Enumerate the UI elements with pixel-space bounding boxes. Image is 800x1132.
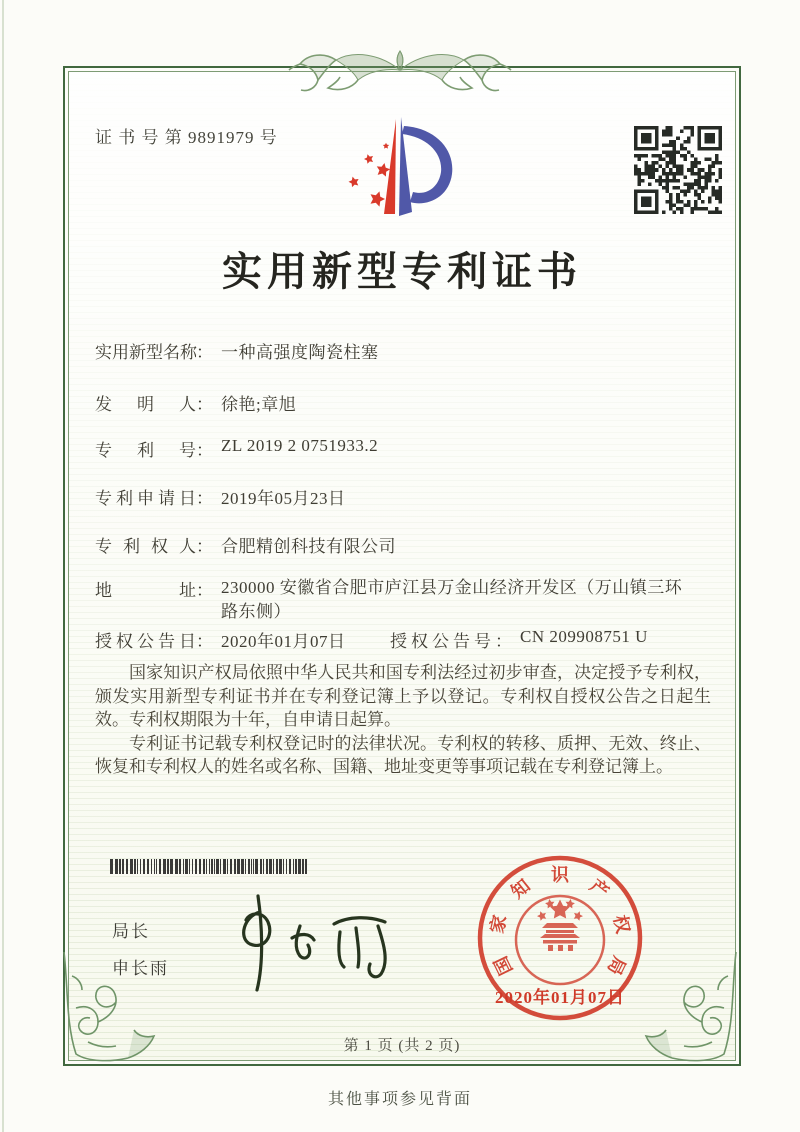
field-row-inventor bbox=[95, 390, 296, 415]
svg-text:局: 局 bbox=[603, 953, 630, 979]
svg-text:产: 产 bbox=[586, 875, 613, 903]
grant-number-group bbox=[390, 627, 648, 652]
field-colon: ： bbox=[196, 343, 213, 362]
field-colon: ： bbox=[196, 441, 213, 460]
field-colon: ： bbox=[196, 581, 213, 600]
legal-body-text bbox=[95, 661, 711, 779]
field-label: 授权公告日 bbox=[95, 632, 196, 651]
field-label: 授权公告号 bbox=[390, 632, 495, 651]
svg-text:家: 家 bbox=[486, 913, 511, 936]
legal-paragraph-2: 专利证书记载专利权登记时的法律状况。专利权的转移、质押、无效、终止、恢复和专利权人的姓名或名称、国籍、地址变更等事项记载在专利登记簿上。 bbox=[95, 733, 711, 777]
field-label: 实用新型名称 bbox=[95, 343, 197, 362]
field-label: 地址 bbox=[95, 581, 196, 600]
svg-text:权: 权 bbox=[609, 913, 634, 936]
field-row-filing-date bbox=[95, 484, 346, 509]
grant-date-value: 2020年01月07日 bbox=[221, 632, 346, 651]
svg-text:识: 识 bbox=[551, 865, 569, 885]
back-note: 其他事项参见背面 bbox=[327, 1091, 472, 1108]
field-value: 2019年05月23日 bbox=[221, 489, 346, 508]
field-colon: ： bbox=[196, 395, 213, 414]
field-row-name bbox=[95, 338, 379, 363]
certificate-number: 证 书 号 第 9891979 号 bbox=[95, 128, 278, 147]
signer-name: 申长雨 bbox=[112, 959, 169, 978]
field-colon: ： bbox=[196, 632, 213, 651]
signer-block bbox=[112, 917, 169, 991]
qr-code-icon bbox=[634, 126, 722, 214]
field-row-patent-number bbox=[95, 436, 378, 461]
legal-paragraph-1: 国家知识产权局依照中华人民共和国专利法经过初步审查，决定授予专利权，颁发实用新型专利证书并在专利登记簿上予以登记。专利权自授权公告之日起生效。专利权期限为十年，自申请日起算。 bbox=[95, 663, 711, 730]
top-ornament-flourish-icon bbox=[288, 42, 512, 94]
svg-text:知: 知 bbox=[507, 875, 534, 903]
grant-number-value: CN 209908751 U bbox=[520, 627, 648, 646]
certificate-title: 实用新型专利证书 bbox=[222, 249, 582, 294]
field-label: 专利号 bbox=[95, 441, 196, 460]
seal-date: 2020年01月07日 bbox=[495, 988, 625, 1007]
svg-text:国: 国 bbox=[490, 953, 517, 979]
barcode-icon bbox=[110, 859, 310, 874]
page-indicator: 第 1 页 (共 2 页) bbox=[343, 1038, 461, 1054]
field-colon: ： bbox=[495, 632, 512, 651]
field-label: 专利权人 bbox=[95, 537, 196, 556]
field-row-address bbox=[95, 576, 686, 624]
scan-edge-artifact bbox=[2, 0, 4, 1132]
field-value: ZL 2019 2 0751933.2 bbox=[221, 436, 379, 455]
field-label: 专利申请日 bbox=[95, 489, 196, 508]
field-row-grant bbox=[95, 627, 648, 652]
field-value: 230000 安徽省合肥市庐江县万金山经济开发区（万山镇三环路东侧） bbox=[221, 578, 683, 621]
field-colon: ： bbox=[196, 489, 213, 508]
field-value: 徐艳;章旭 bbox=[221, 395, 297, 414]
signer-title: 局长 bbox=[112, 922, 150, 941]
field-colon: ： bbox=[196, 537, 213, 556]
field-row-patentee bbox=[95, 532, 396, 557]
field-label: 发明人 bbox=[95, 395, 196, 414]
handwritten-signature-icon bbox=[222, 890, 414, 998]
field-value: 一种高强度陶瓷柱塞 bbox=[221, 343, 379, 362]
field-value: 合肥精创科技有限公司 bbox=[221, 537, 396, 556]
cnipa-logo-icon bbox=[336, 106, 466, 224]
